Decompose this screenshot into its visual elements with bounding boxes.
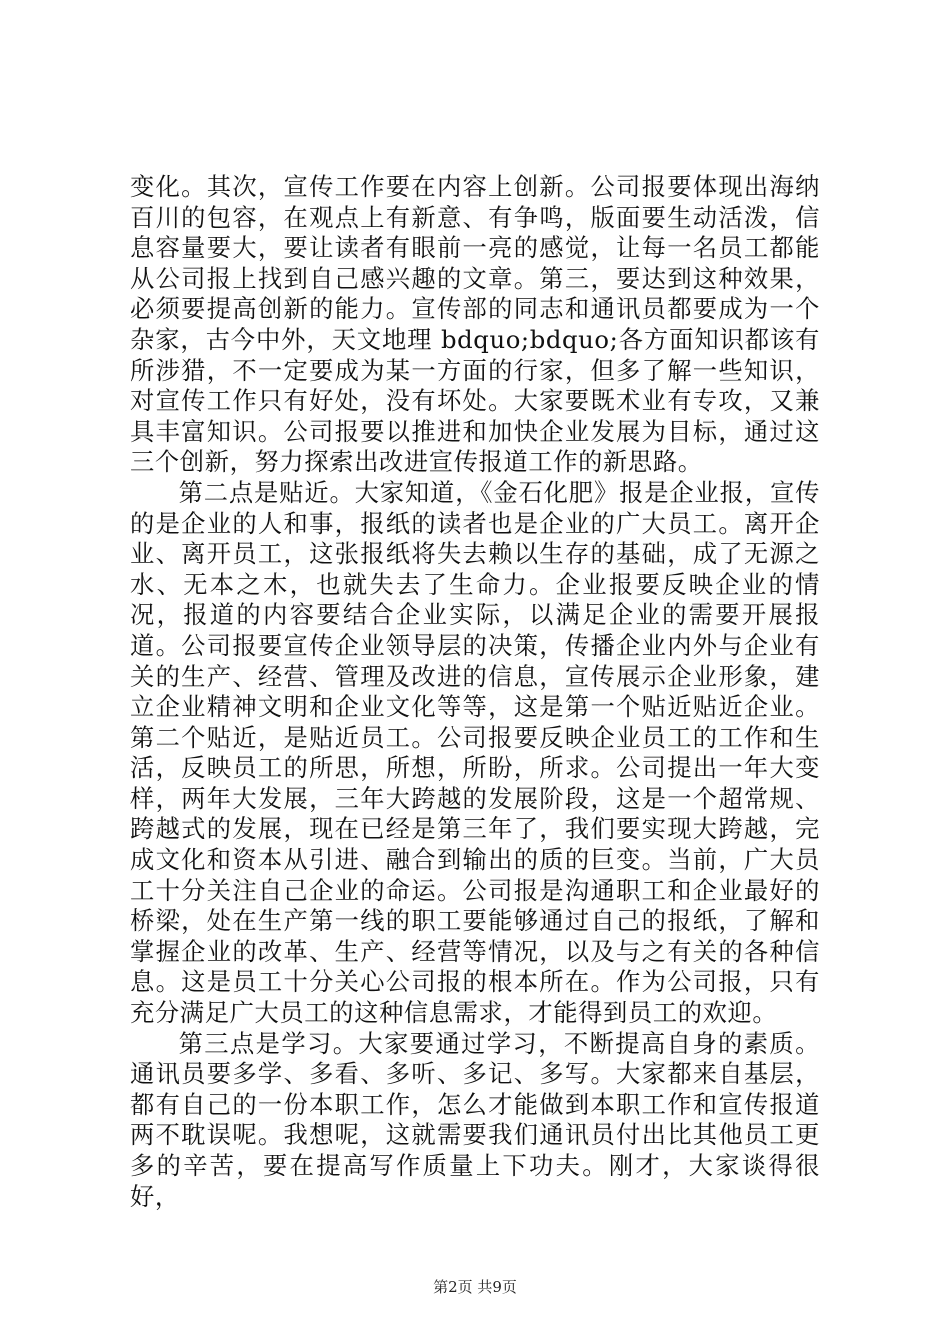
page-number-footer: 第2页 共9页 [433, 1278, 517, 1296]
paragraph-1: 变化。其次，宣传工作要在内容上创新。公司报要体现出海纳百川的包容，在观点上有新意、有争鸣，版面要生动活泼，信息容量要大，要让读者有眼前一亮的感觉，让每一名员工都能从公司报上找到自己感兴趣的文章。第三，要达到这种效果，必须要提高创新的能力。宣传部的同志和通讯员都要成为一个杂家，古今中外，天文地理 bdquo;bdquo;各方面知识都该有所涉猎，不一定要成为某一方面的行家，但多了解一些知识，对宣传工作只有好处，没有坏处。大家要既术业有专攻，又兼具丰富知识。公司报要以推进和加快企业发展为目标，通过这三个创新，努力探索出改进宣传报道工作的新思路。 [130, 172, 820, 477]
paragraph-2: 第二点是贴近。大家知道，《金石化肥》报是企业报，宣传的是企业的人和事，报纸的读者也是企业的广大员工。离开企业、离开员工，这张报纸将失去赖以生存的基础，成了无源之水、无本之木，也就失去了生命力。企业报要反映企业的情况，报道的内容要结合企业实际，以满足企业的需要开展报道。公司报要宣传企业领导层的决策，传播企业内外与企业有关的生产、经营、管理及改进的信息，宣传展示企业形象，建立企业精神文明和企业文化等等，这是第一个贴近贴近企业。第二个贴近，是贴近员工。公司报要反映企业员工的工作和生活，反映员工的所思，所想，所盼，所求。公司提出一年大变样，两年大发展，三年大跨越的发展阶段，这是一个超常规、跨越式的发展，现在已经是第三年了，我们要实现大跨越，完成文化和资本从引进、融合到输出的质的巨变。当前，广大员工十分关注自己企业的命运。公司报是沟通职工和企业最好的桥梁，处在生产第一线的职工要能够通过自己的报纸，了解和掌握企业的改革、生产、经营等情况，以及与之有关的各种信息。这是员工十分关心公司报的根本所在。作为公司报，只有充分满足广大员工的这种信息需求，才能得到员工的欢迎。 [130, 477, 820, 1028]
paragraph-3: 第三点是学习。大家要通过学习，不断提高自身的素质。通讯员要多学、多看、多听、多记、多写。大家都来自基层，都有自己的一份本职工作，怎么才能做到本职工作和宣传报道两不耽误呢。我想呢，这就需要我们通讯员付出比其他员工更多的辛苦，要在提高写作质量上下功夫。刚才，大家谈得很好， [130, 1028, 820, 1211]
document-body [130, 172, 820, 1212]
